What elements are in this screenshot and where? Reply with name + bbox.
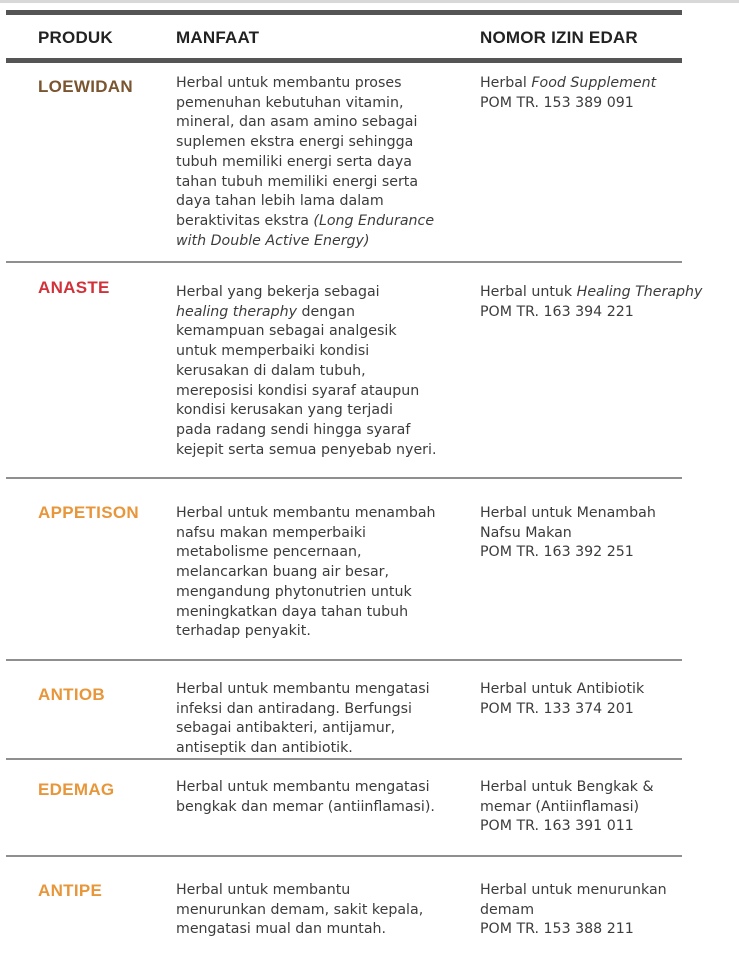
benefit-line: mereposisi kondisi syaraf ataupun: [176, 382, 420, 399]
product-benefit: [176, 680, 476, 759]
product-name: ANTIPE: [38, 881, 103, 900]
registration-line: POM TR. 153 388 211: [480, 921, 634, 938]
registration-italic: Food Supplement: [531, 75, 657, 91]
registration-number: [480, 680, 739, 719]
registration-number: [480, 778, 739, 837]
benefit-line: Herbal untuk membantu proses: [176, 75, 402, 91]
benefit-line: meningkatkan daya tahan tubuh: [176, 603, 409, 620]
registration-line: demam: [480, 901, 535, 918]
benefit-line: suplemen ekstra energi sehingga: [176, 134, 414, 151]
benefit-italic: healing theraphy: [176, 303, 298, 320]
table-row: [6, 479, 682, 661]
product-name: ANTIOB: [38, 685, 105, 704]
benefit-line: [176, 212, 476, 232]
table-row: [6, 63, 682, 263]
registration-line: POM TR. 163 392 251: [480, 544, 634, 561]
registration-text: Herbal: [480, 75, 532, 91]
registration-line: Herbal untuk Bengkak &: [480, 779, 654, 795]
registration-line: Herbal untuk Antibiotik: [480, 681, 645, 697]
registration-line: POM TR. 133 374 201: [480, 700, 634, 717]
benefit-line: Herbal yang bekerja sebagai: [176, 284, 380, 300]
benefit-text: dengan: [297, 303, 355, 320]
benefit-line: melancarkan buang air besar,: [176, 564, 390, 581]
benefit-line: Herbal untuk membantu menambah: [176, 505, 436, 521]
table-header: [6, 15, 682, 58]
registration-line: memar (Antiinflamasi): [480, 798, 640, 815]
header-manfaat: MANFAAT: [176, 28, 260, 47]
benefit-line: kejepit serta semua penyebab nyeri.: [176, 441, 437, 458]
benefit-line: bengkak dan memar (antiinflamasi).: [176, 798, 435, 815]
table-row: [6, 263, 703, 479]
benefit-line: antiseptik dan antibiotik.: [176, 740, 353, 757]
registration-line: Herbal untuk Menambah: [480, 505, 656, 521]
benefit-line: nafsu makan memperbaiki: [176, 524, 366, 541]
registration-line: Nafsu Makan: [480, 524, 572, 541]
table-row: [6, 661, 682, 760]
table-row: [6, 760, 682, 857]
benefit-line: [176, 232, 476, 252]
registration-line: POM TR. 163 394 221: [480, 303, 634, 320]
benefit-italic: (Long Endurance: [313, 212, 435, 229]
product-benefit: [176, 74, 476, 251]
benefit-line: mengatasi mual dan muntah.: [176, 921, 387, 938]
header-produk: PRODUK: [38, 28, 113, 47]
registration-text: Herbal untuk: [480, 284, 577, 300]
benefit-line: infeksi dan antiradang. Berfungsi: [176, 700, 412, 717]
registration-line: Herbal untuk menurunkan: [480, 882, 667, 898]
benefit-line: Herbal untuk membantu mengatasi: [176, 681, 430, 697]
benefit-line: kondisi kerusakan yang terjadi: [176, 402, 393, 419]
benefit-line: pemenuhan kebutuhan vitamin,: [176, 94, 404, 111]
benefit-line: Herbal untuk membantu mengatasi: [176, 779, 430, 795]
registration-number: [480, 504, 739, 563]
benefit-line: kemampuan sebagai analgesik: [176, 323, 397, 340]
product-table: [6, 10, 703, 967]
benefit-line: kerusakan di dalam tubuh,: [176, 362, 366, 379]
product-name: EDEMAG: [38, 780, 115, 799]
registration-number: [480, 881, 739, 940]
registration-line: POM TR. 153 389 091: [480, 94, 634, 111]
product-name: APPETISON: [38, 503, 139, 522]
product-name: ANASTE: [38, 278, 110, 297]
benefit-line: untuk memperbaiki kondisi: [176, 343, 370, 360]
benefit-italic: with Double Active Energy): [176, 232, 370, 249]
product-benefit: [176, 778, 476, 817]
benefit-line: mineral, dan asam amino sebagai: [176, 114, 418, 131]
benefit-line: daya tahan lebih lama dalam: [176, 193, 384, 210]
page-top-border: [0, 0, 739, 3]
registration-line: [480, 74, 739, 94]
benefit-line: [176, 303, 476, 323]
registration-line: POM TR. 163 391 011: [480, 818, 634, 835]
registration-italic: Healing Theraphy: [576, 284, 703, 300]
benefit-line: menurunkan demam, sakit kepala,: [176, 901, 424, 918]
benefit-line: metabolisme pencernaan,: [176, 544, 362, 561]
product-benefit: [176, 283, 476, 460]
benefit-line: pada radang sendi hingga syaraf: [176, 421, 411, 438]
product-benefit: [176, 881, 476, 940]
header-nomor-izin-edar: NOMOR IZIN EDAR: [480, 28, 638, 47]
benefit-text: beraktivitas ekstra: [176, 212, 314, 229]
benefit-line: mengandung phytonutrien untuk: [176, 583, 412, 600]
registration-number: [480, 74, 739, 113]
product-benefit: [176, 504, 476, 642]
benefit-line: terhadap penyakit.: [176, 623, 311, 640]
benefit-line: tahan tubuh memiliki energi serta: [176, 173, 419, 190]
benefit-line: sebagai antibakteri, antijamur,: [176, 720, 396, 737]
registration-line: [480, 283, 739, 303]
registration-number: [480, 283, 739, 322]
benefit-line: tubuh memiliki energi serta daya: [176, 153, 412, 170]
benefit-line: Herbal untuk membantu: [176, 882, 351, 898]
table-row: [6, 857, 682, 967]
product-name: LOEWIDAN: [38, 77, 133, 96]
